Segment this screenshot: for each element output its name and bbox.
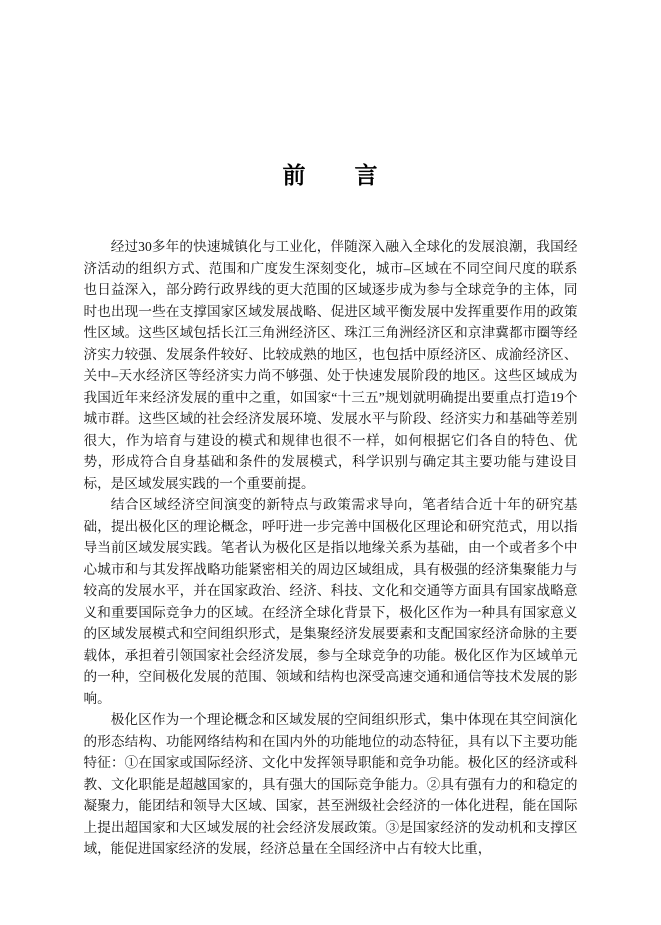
paragraph: 极化区作为一个理论概念和区域发展的空间组织形式，集中体现在其空间演化的形态结构、功能网络结构和在国内外的功能地位的动态特征，具有以下主要功能特征：①在国家或国际经济、文化中发挥领导职能和竞争功能。极化区的经济或科教、文化职能是超越国家的，具有强大的国际竞争能力。②具有强有力的和稳定的凝聚力，能团结和领导大区域、国家，甚至洲级社会经济的一体化进程，能在国际上提出超国家和大区域发展的社会经济发展政策。③是国家经济的发动机和支撑区域，能促进国家经济的发展，经济总量在全国经济中占有较大比重， bbox=[83, 712, 578, 856]
page-title: 前 言 bbox=[282, 163, 379, 188]
preface-text-block bbox=[84, 236, 578, 860]
paragraph: 结合区域经济空间演变的新特点与政策需求导向，笔者结合近十年的研究基础，提出极化区的理论概念，呼吁进一步完善中国极化区理论和研究范式，用以指导当前区域发展实践。笔者认为极化区是指以地缘关系为基础，由一个或者多个中心城市和与其发挥战略功能紧密相关的周边区域组成，具有极强的经济集聚能力与较高的发展水平，并在国家政治、经济、科技、文化和交通等方面具有国家战略意义和重要国际竞争力的区域。在经济全球化背景下，极化区作为一种具有国家意义的区域发展模式和空间组织形式，是集聚经济发展要素和支配国家经济命脉的主要载体，承担着引领国家社会经济发展，参与全球竞争的功能。极化区作为区域单元的一种，空间极化发展的范围、领域和结构也深受高速交通和通信等技术发展的影响。 bbox=[83, 497, 578, 706]
paragraph: 经过30多年的快速城镇化与工业化，伴随深入融入全球化的发展浪潮，我国经济活动的组织方式、范围和广度发生深刻变化，城市–区域在不同空间尺度的联系也日益深入，部分跨行政界线的更大范围的区域逐步成为参与全球竞争的主体，同时也出现一些在支撑国家区域发展战略、促进区域平衡发展中发挥重要作用的政策性区域。这些区域包括长江三角洲经济区、珠江三角洲经济区和京津冀都市圈等经济实力较强、发展条件较好、比较成熟的地区，也包括中原经济区、成渝经济区、关中–天水经济区等经济实力尚不够强、处于快速发展阶段的地区。这些区域成为我国近年来经济发展的重中之重，如国家“十三五”规划就明确提出要重点打造19个城市群。这些区域的社会经济发展环境、发展水平与阶段、经济实力和基础等差别很大，作为培育与建设的模式和规律也很不一样，如何根据它们各自的特色、优势，形成符合自身基础和条件的发展模式，科学识别与确定其主要功能与建设目标，是区域发展实践的一个重要前提。 bbox=[83, 239, 578, 491]
